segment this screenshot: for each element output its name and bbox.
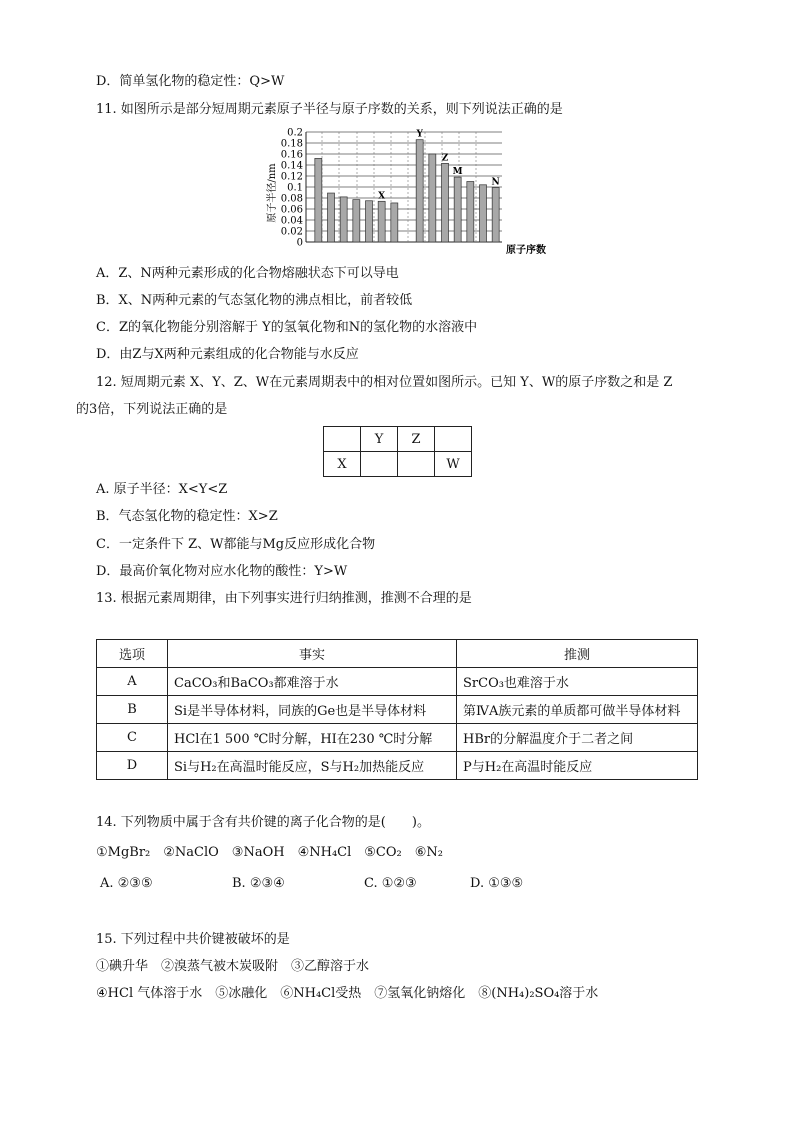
pt-cell [324,427,361,452]
chart-bar [467,182,474,243]
chart-bar [492,188,499,242]
q15-line2: ④HCl 气体溶于水 ⑤冰融化 ⑥NH₄Cl受热 ⑦氢氧化钠熔化 ⑧(NH₄)₂SO₄溶于水 [96,986,599,1001]
row-fact: CaCO₃和BaCO₃都难溶于水 [168,668,457,696]
chart-bar [328,193,335,242]
q14-items: ①MgBr₂ ②NaClO ③NaOH ④NH₄Cl ⑤CO₂ ⑥N₂ [96,845,443,860]
chart-ytick-label: 0.06 [280,204,303,216]
table-header: 事实 [168,640,457,668]
chart-bar [315,158,322,242]
row-guess: 第ⅣA族元素的单质都可做半导体材料 [457,696,698,724]
table-header: 推测 [457,640,698,668]
chart-bar [353,200,360,242]
table-row [97,668,698,696]
chart-ytick-label: 0 [296,237,303,249]
q12-option-d: D．最高价氧化物对应水化物的酸性：Y>W [96,564,348,579]
pt-cell [398,452,435,477]
chart-ytick-label: 0.14 [280,160,303,172]
chart-ytick-label: 0.08 [280,193,303,205]
row-option: B [97,696,168,724]
pt-cell: X [324,452,361,477]
chart-ytick-label: 0.02 [280,226,303,238]
table-row [97,752,698,780]
pt-cell [361,452,398,477]
pt-cell: Y [361,427,398,452]
chart-annotation: M [452,167,463,178]
q10-option-d: D．简单氢化物的稳定性：Q>W [96,74,285,89]
chart-ytick-label: 0.1 [287,182,303,194]
q15-line1: ①碘升华 ②溴蒸气被木炭吸附 ③乙醇溶于水 [96,959,370,974]
chart-bar [416,140,423,242]
chart-bar [378,201,385,242]
q14-option-a: A. ②③⑤ [100,876,153,891]
q12-option-a: A. 原子半径：X<Y<Z [96,482,228,497]
row-guess: P与H₂在高温时能反应 [457,752,698,780]
q11-option-c: C．Z的氧化物能分别溶解于 Y的氢氧化物和N的氢化物的水溶液中 [96,320,478,335]
chart-ytick-label: 0.12 [280,171,303,183]
q12-option-b: B．气态氢化物的稳定性：X>Z [96,509,278,524]
chart-bar [454,177,461,242]
q14-stem: 14. 下列物质中属于含有共价键的离子化合物的是( )。 [96,815,430,830]
q12-option-c: C．一定条件下 Z、W都能与Mg反应形成化合物 [96,537,376,552]
row-fact: Si是半导体材料，同族的Ge也是半导体材料 [168,696,457,724]
q14-option-d: D. ①③⑤ [470,876,524,891]
chart-bar [340,197,347,242]
q14-option-b: B. ②③④ [232,876,285,891]
pt-cell: W [435,452,472,477]
q14-option-c: C. ①②③ [364,876,417,891]
chart-bar [366,201,373,242]
chart-annotation: N [491,177,500,188]
chart-xlabel: 原子序数 [506,245,546,255]
periodic-position-table [323,426,472,477]
chart-annotation: Y [416,129,423,140]
atomic-radius-chart [262,125,552,255]
chart-annotation: X [378,191,386,202]
row-guess: HBr的分解温度介于二者之间 [457,724,698,752]
chart-ylabel: 原子半径/nm [267,163,278,223]
table-row [97,696,698,724]
table-row [97,724,698,752]
row-guess: SrCO₃也难溶于水 [457,668,698,696]
row-option: A [97,668,168,696]
chart-ytick-label: 0.18 [280,138,303,150]
row-option: C [97,724,168,752]
pt-cell [435,427,472,452]
q11-option-b: B．X、N两种元素的气态氢化物的沸点相比，前者较低 [96,293,413,308]
q15-stem: 15. 下列过程中共价键被破坏的是 [96,932,290,947]
q12-stem-line1: 12. 短周期元素 X、Y、Z、W在元素周期表中的相对位置如图所示。已知 Y、W的原子序数之和是 Z [96,375,673,390]
chart-bar [429,154,436,242]
chart-bar [391,203,398,242]
chart-ytick-label: 0.04 [280,215,303,227]
q11-option-d: D．由Z与X两种元素组成的化合物能与水反应 [96,347,359,362]
row-fact: HCl在1 500 ℃时分解，HI在230 ℃时分解 [168,724,457,752]
q12-stem-line2: 的3倍，下列说法正确的是 [76,402,228,417]
q13-stem: 13. 根据元素周期律，由下列事实进行归纳推测，推测不合理的是 [96,591,472,606]
row-option: D [97,752,168,780]
chart-annotation: Z [441,153,449,164]
pt-cell: Z [398,427,435,452]
chart-ytick-label: 0.16 [280,149,303,161]
chart-ytick-label: 0.2 [287,127,303,139]
fact-inference-table [96,639,698,780]
row-fact: Si与H₂在高温时能反应，S与H₂加热能反应 [168,752,457,780]
chart-bar [442,163,449,242]
table-header: 选项 [97,640,168,668]
q11-stem: 11. 如图所示是部分短周期元素原子半径与原子序数的关系，则下列说法正确的是 [96,102,563,117]
q11-option-a: A．Z、N两种元素形成的化合物熔融状态下可以导电 [96,266,399,281]
chart-bar [480,185,487,242]
